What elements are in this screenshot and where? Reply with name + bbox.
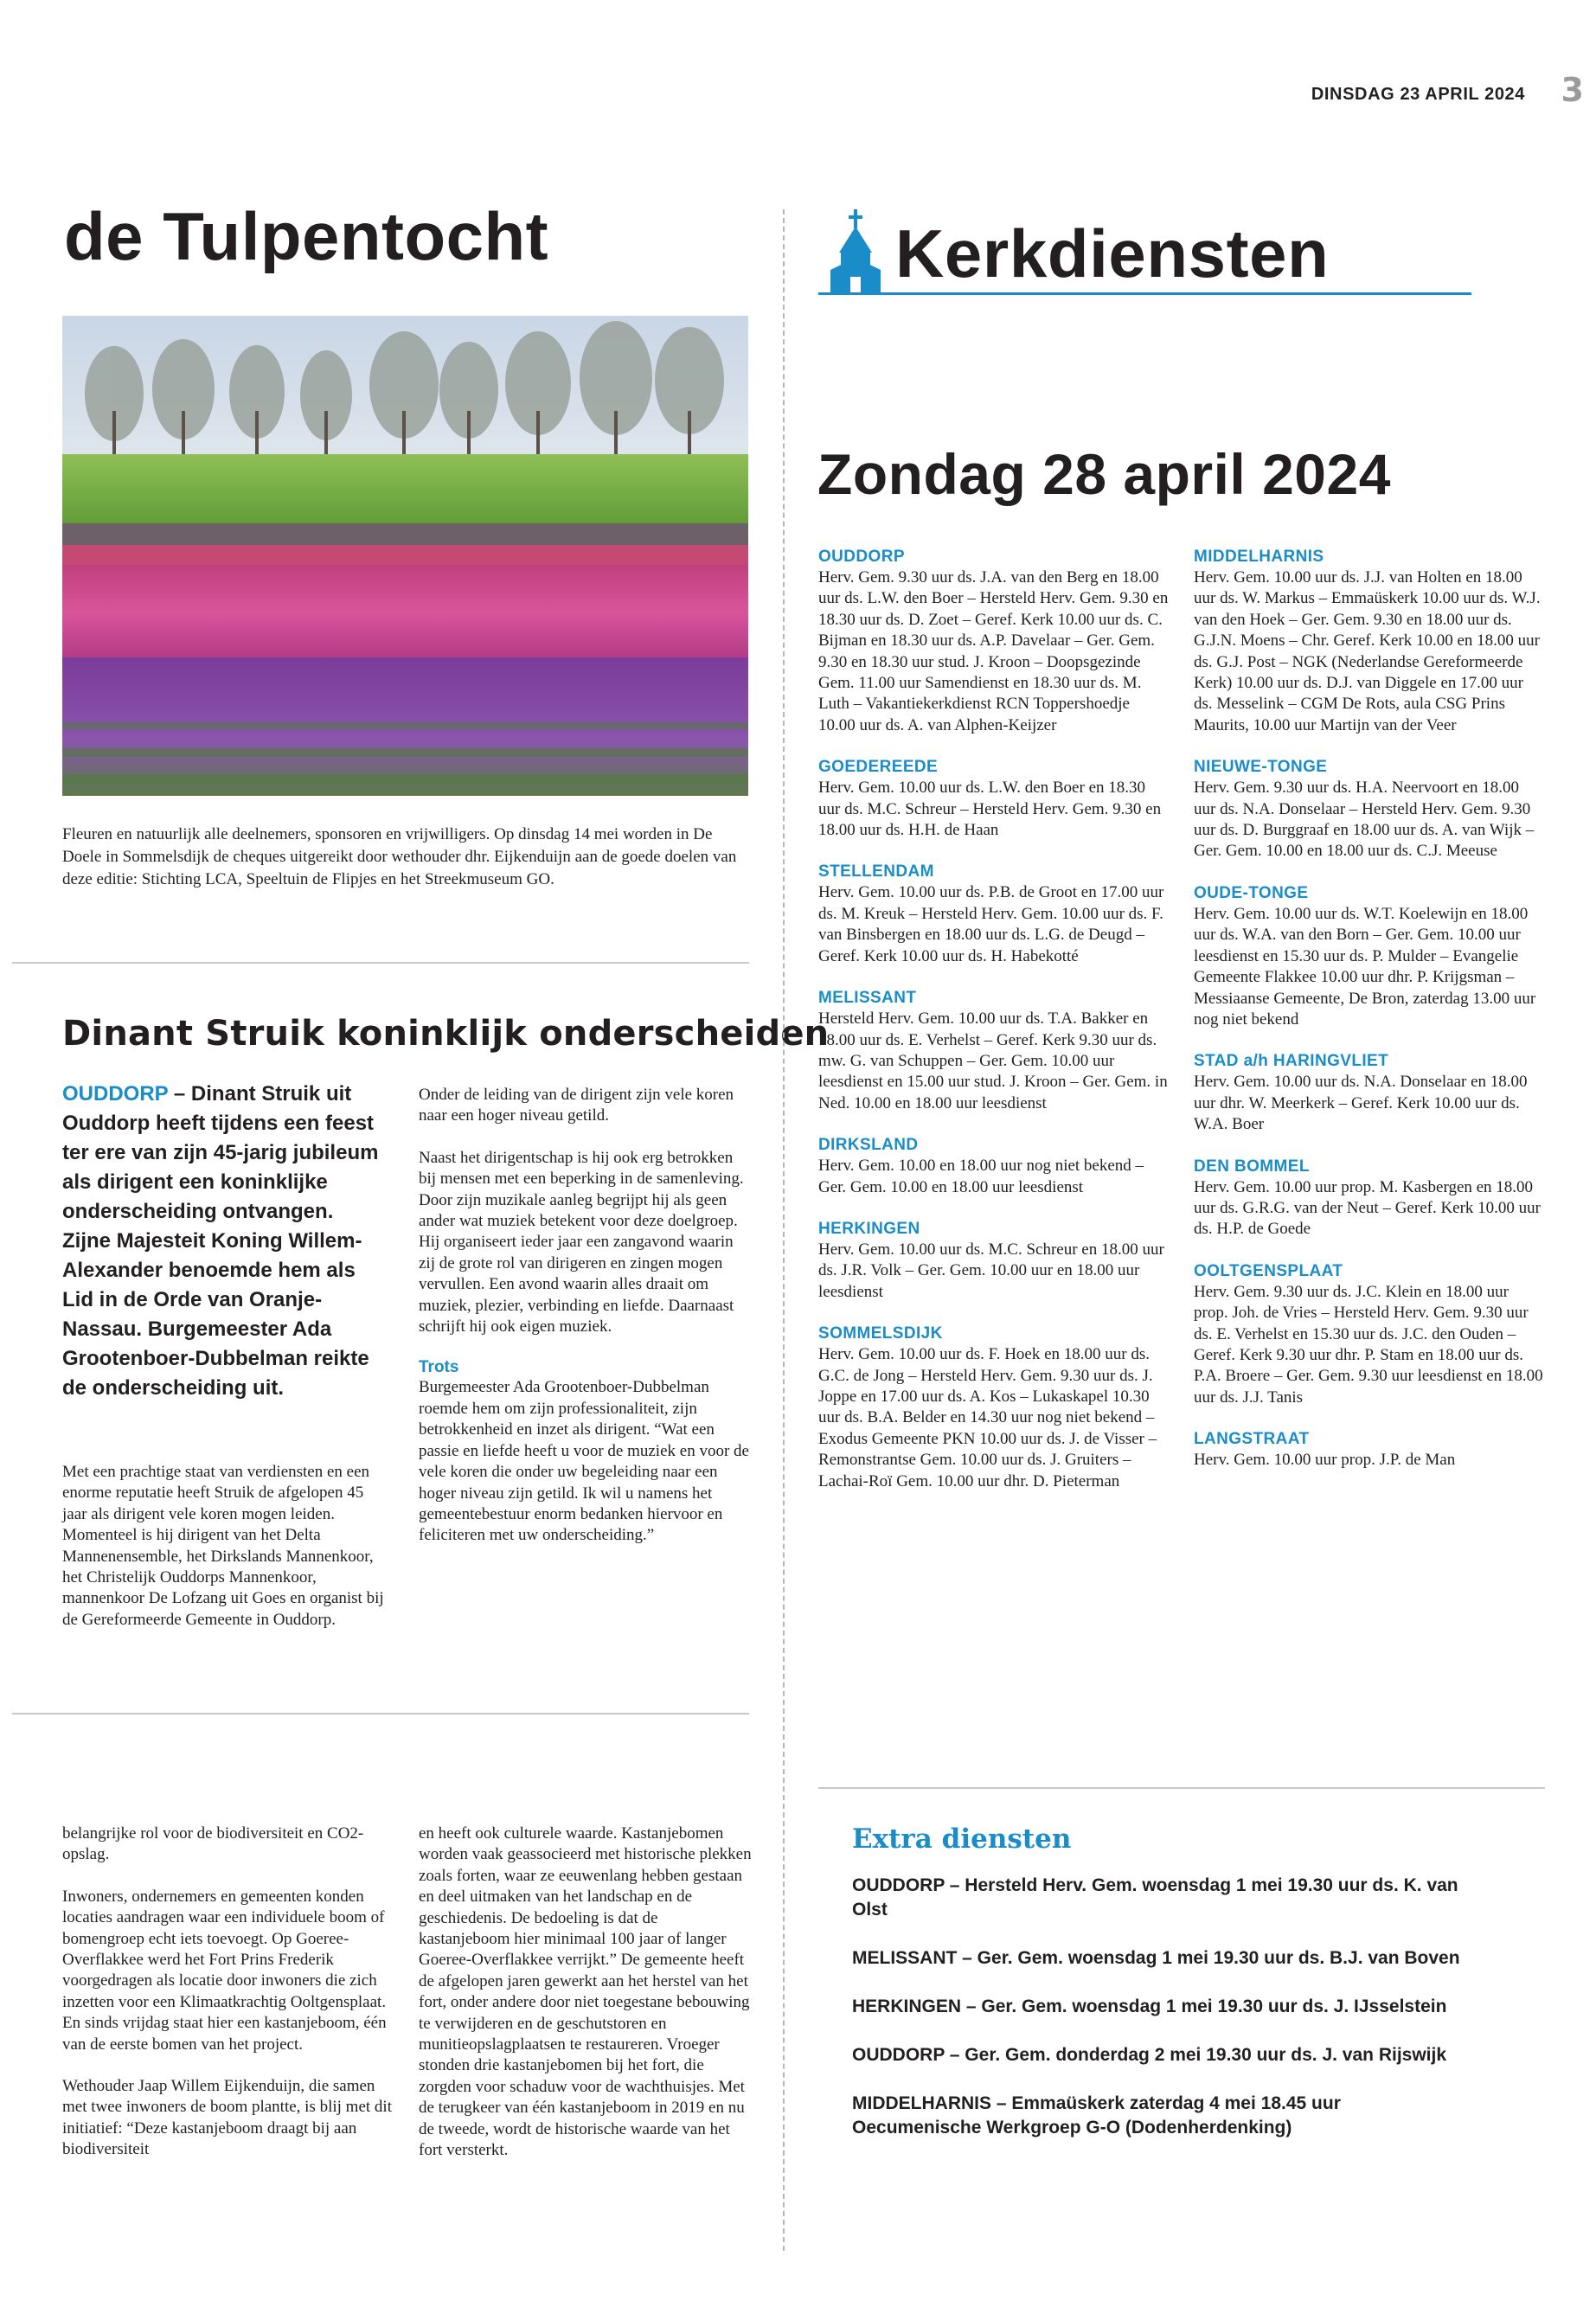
service-place: MELISSANT bbox=[818, 989, 917, 1008]
section-divider bbox=[12, 1713, 749, 1715]
service-place: STELLENDAM bbox=[818, 862, 934, 881]
article-title: Dinant Struik koninklijk onderscheiden bbox=[62, 1014, 830, 1054]
extra-service-item: MIDDELHARNIS – Emmaüskerk zaterdag 4 mei 18.45 uur Oecumenische Werkgroep G-O (Dodenherdenking) bbox=[852, 2093, 1341, 2138]
section-divider bbox=[818, 1787, 1545, 1789]
service-entry bbox=[818, 862, 1169, 967]
extra-services-list bbox=[852, 1874, 1475, 2164]
service-text: Herv. Gem. 10.00 uur prop. J.P. de Man bbox=[1194, 1451, 1456, 1470]
bio-article-col1 bbox=[62, 1823, 395, 2182]
service-place: DEN BOMMEL bbox=[1194, 1157, 1310, 1176]
church-icon bbox=[829, 209, 882, 298]
lead-place: OUDDORP bbox=[62, 1082, 169, 1106]
service-text: Herv. Gem. 9.30 uur ds. J.A. van den Berg en 18.00 uur ds. L.W. den Boer – Hersteld Herv. Gem. 9.30 en 18.30 uur ds. D. Zoet – Geref. Kerk 10.00 uur ds. C. Bijman en 18.30 uur ds. A.P. Davelaar – Ger. Gem. 9.30 en 18.30 uur stud. J. Kroon – Doopsgezinde Gem. 11.00 uur Samendienst en 18.30 uur ds. M. Luth – Vakantiekerkdienst RCN Toppershoedje 10.00 uur ds. A. van Alphen-Keijzer bbox=[818, 568, 1169, 734]
service-entry bbox=[818, 988, 1169, 1114]
paragraph: Onder de leiding van de dirigent zijn vele koren naar een hoger niveau getild. bbox=[419, 1086, 734, 1125]
column-divider bbox=[783, 209, 785, 2251]
service-text: Herv. Gem. 10.00 uur ds. W.T. Koelewijn en 18.00 uur ds. W.A. van den Born – Ger. Gem. 10.00 uur leesdienst en 15.30 uur ds. P. Mulder – Evangelie Gemeente Flakkee 10.00 uur dhr. P. Krijgsman – Messiaanse Gemeente, De Bron, zaterdag 13.00 uur nog niet bekend bbox=[1194, 904, 1536, 1029]
service-place: DIRKSLAND bbox=[818, 1136, 919, 1155]
service-text: Herv. Gem. 10.00 uur ds. F. Hoek en 18.00 uur ds. G.C. de Jong – Hersteld Herv. Gem. 9.30 uur ds. J. Joppe en 17.00 uur ds. A. Kos – Lukaskapel 10.30 uur ds. B.A. Belder en 14.30 uur nog niet bekend – Exodus Gemeente PKN 10.00 uur ds. J. de Visser – Remonstrantse Gem. 10.00 uur ds. J. Gruiters – Lachai-Roï Gem. 10.00 uur dhr. D. Pieterman bbox=[818, 1345, 1157, 1490]
service-text: Herv. Gem. 9.30 uur ds. H.A. Neervoort en 18.00 uur ds. N.A. Donselaar – Hersteld Herv. Gem. 9.30 uur ds. D. Burggraaf en 18.00 uur ds. A. van Wijk – Ger. Gem. 10.00 en 18.00 uur ds. C.J. Meeuse bbox=[1194, 779, 1535, 861]
service-entry bbox=[818, 1219, 1169, 1303]
service-place: OUDDORP bbox=[818, 548, 905, 566]
extra-service-item: MELISSANT – Ger. Gem. woensdag 1 mei 19.30 uur ds. B.J. van Boven bbox=[852, 1948, 1460, 1968]
service-entry bbox=[818, 757, 1169, 841]
service-place: SOMMELSDIJK bbox=[818, 1324, 943, 1343]
article-body-col2 bbox=[419, 1085, 749, 1567]
service-text: Herv. Gem. 10.00 uur ds. J.J. van Holten en 18.00 uur ds. W. Markus – Emmaüskerk 10.00 uur ds. W.J. van den Hoek – Ger. Gem. 9.30 en 18.00 uur ds. G.J.N. Moens – Chr. Geref. Kerk 10.00 en 18.00 uur ds. G.J. Post – NGK (Nederlandse Gereformeerde Kerk) 10.00 uur ds. D.J. van Diggele en 17.00 uur ds. Messelink – CGM De Rots, aula CSG Prins Maurits, 10.00 uur Martijn van der Veer bbox=[1194, 568, 1541, 734]
service-text: Herv. Gem. 10.00 uur ds. N.A. Donselaar en 18.00 uur dhr. W. Meerkerk – Geref. Kerk 10.00 uur ds. W.A. Boer bbox=[1194, 1073, 1528, 1134]
page-number: 3 bbox=[1561, 71, 1584, 109]
service-text: Herv. Gem. 10.00 uur ds. P.B. de Groot en 17.00 uur ds. M. Kreuk – Hersteld Herv. Gem. 10.00 uur ds. F. van Binsbergen en 18.00 uur ds. L.G. de Deugd – Geref. Kerk 10.00 uur ds. H. Habekotté bbox=[818, 883, 1164, 965]
service-place: NIEUWE-TONGE bbox=[1194, 758, 1328, 777]
subheading: Trots bbox=[419, 1358, 459, 1377]
service-place: OOLTGENSPLAAT bbox=[1194, 1261, 1343, 1280]
paragraph: Naast het dirigentschap is hij ook erg betrokken bij mensen met een beperking in de samenleving. Door zijn muzikale aanleg begrijpt hij als geen ander wat muziek betekent voor deze doelgroep. Hij organiseert ieder jaar een zangavond waarin zij de grote rol van dirigeren en zingen mogen vervullen. Een avond waarin alles draait om muziek, plezier, verbinding en liefde. Daarnaast schrijft hij ook eigen muziek. bbox=[419, 1148, 744, 1336]
service-text: Herv. Gem. 9.30 uur ds. J.C. Klein en 18.00 uur prop. Joh. de Vries – Hersteld Herv. Gem. 9.30 uur ds. E. Verhelst en 15.30 uur ds. J.C. den Ouden – Geref. Kerk 9.30 uur dhr. P. Stam en 18.00 uur ds. P.A. Broere – Ger. Gem. 9.30 uur leesdienst en 18.00 uur ds. J.J. Tanis bbox=[1194, 1282, 1543, 1407]
services-column-1 bbox=[818, 547, 1169, 1513]
service-place: LANGSTRAAT bbox=[1194, 1430, 1310, 1449]
extra-service-item: HERKINGEN – Ger. Gem. woensdag 1 mei 19.30 uur ds. J. IJsselstein bbox=[852, 1997, 1447, 2016]
lead-text: – Dinant Struik uit Ouddorp heeft tijdens een feest ter ere van zijn 45-jarig jubileum als dirigent een koninklijke onderscheiding ontvangen. Zijne Majesteit Koning Willem-Alexander benoemde hem als Lid in de Orde van Oranje-Nassau. Burgemeester Ada Grootenboer-Dubbelman reikte de onderscheiding uit. bbox=[62, 1082, 379, 1400]
paragraph: belangrijke rol voor de biodiversiteit en CO2-opslag. bbox=[62, 1824, 364, 1864]
paragraph: Burgemeester Ada Grootenboer-Dubbelman roemde hem om zijn professionaliteit, zijn betrokkenheid en inzet als dirigent. “Wat een passie en liefde heeft u voor de muziek en voor de vele koren die onder uw begeleiding naar een hoger niveau zijn getild. Ik wil u namens het gemeentebestuur enorm bedanken hiervoor en feliciteren met uw onderscheiding.” bbox=[419, 1378, 749, 1545]
service-text: Herv. Gem. 10.00 en 18.00 uur nog niet bekend – Ger. Gem. 10.00 en 18.00 uur leesdienst bbox=[818, 1157, 1144, 1196]
section-divider bbox=[12, 962, 749, 964]
service-entry bbox=[1194, 883, 1544, 1030]
title-underline bbox=[818, 292, 1471, 295]
extra-service-item: OUDDORP – Hersteld Herv. Gem. woensdag 1 mei 19.30 uur ds. K. van Olst bbox=[852, 1875, 1458, 1920]
service-text: Herv. Gem. 10.00 uur ds. L.W. den Boer en 18.30 uur ds. M.C. Schreur – Hersteld Herv. Gem. 9.30 en 18.00 uur ds. H.H. de Haan bbox=[818, 779, 1162, 840]
issue-date: DINSDAG 23 APRIL 2024 bbox=[1311, 85, 1525, 104]
paragraph: Wethouder Jaap Willem Eijkenduijn, die samen met twee inwoners de boom plantte, is blij met dit initiatief: “Deze kastanjeboom draagt bij aan biodiversiteit bbox=[62, 2077, 392, 2159]
kerkdiensten-title: Kerkdiensten bbox=[895, 215, 1330, 292]
service-entry bbox=[1194, 1261, 1544, 1408]
service-place: HERKINGEN bbox=[818, 1219, 920, 1238]
service-place: MIDDELHARNIS bbox=[1194, 548, 1324, 566]
tulpentocht-title: de Tulpentocht bbox=[64, 198, 549, 274]
extra-service-item: OUDDORP – Ger. Gem. donderdag 2 mei 19.30 uur ds. J. van Rijswijk bbox=[852, 2045, 1447, 2065]
service-entry bbox=[1194, 1051, 1544, 1135]
service-date-heading: Zondag 28 april 2024 bbox=[817, 442, 1391, 506]
bio-article-col2: en heeft ook culturele waarde. Kastanjebomen worden vaak geassocieerd met historische plekken zoals forten, waar ze eeuwenlang hebben gestaan en deel uitmaken van het landschap en de geschiedenis. De bedoeling is dat de kastanjeboom hier minimaal 100 jaar of langer Goeree-Overflakkee verrijkt.” De gemeente heeft de afgelopen jaren gewerkt aan het herstel van het fort, onder andere door niet toegestane bebouwing te verwijderen en de geschutstoren en munitieopslagplaatsen te restaureren. Vroeger stonden drie kastanjebomen bij het fort, die zorgden voor schaduw voor de wachthuisjes. Met de terugkeer van één kastanjeboom in 2019 en nu de tweede, wordt de historische waarde van het fort versterkt. bbox=[419, 1824, 752, 2160]
service-text: Herv. Gem. 10.00 uur prop. M. Kasbergen en 18.00 uur ds. G.R.G. van der Neut – Geref. Kerk 10.00 uur ds. H.P. de Goede bbox=[1194, 1177, 1542, 1239]
tulip-field-photo bbox=[62, 316, 748, 796]
services-column-2 bbox=[1194, 547, 1544, 1492]
paragraph: Inwoners, ondernemers en gemeenten konden locaties aandragen waar een individuele boom of bomengroep echt iets toevoegt. Op Goeree-Overflakkee werd het Fort Prins Frederik voorgedragen als locatie door inwoners die zich inzetten voor een Klimaatkrachtig Ooltgensplaat. En sinds vrijdag staat hier een kastanjeboom, één van de eerste bomen van het project. bbox=[62, 1887, 387, 2054]
article-body-col1: Met een prachtige staat van verdiensten en een enorme reputatie heeft Struik de afgelopen 45 jaar als dirigent vele koren mogen leiden. Momenteel is hij dirigent van het Delta Mannenensemble, het Dirkslands Mannenkoor, het Christelijk Ouddorps Mannenkoor, mannenkoor De Lofzang uit Goes en organist bij de Gereformeerde Gemeente in Ouddorp. bbox=[62, 1463, 384, 1629]
service-place: STAD a/h HARINGVLIET bbox=[1194, 1052, 1389, 1071]
service-text: Hersteld Herv. Gem. 10.00 uur ds. T.A. Bakker en 18.00 uur ds. E. Verhelst – Geref. Kerk 9.30 uur ds. mw. G. van Schuppen – Ger. Gem. 10.00 uur leesdienst en 15.00 uur stud. J. Kroon – Ger. Gem. in Ned. 10.00 en 18.00 uur leesdienst bbox=[818, 1009, 1168, 1112]
service-entry bbox=[1194, 1429, 1544, 1471]
service-text: Herv. Gem. 10.00 uur ds. M.C. Schreur en 18.00 uur ds. J.R. Volk – Ger. Gem. 10.00 uur en 18.00 uur leesdienst bbox=[818, 1240, 1164, 1301]
extra-services-title: Extra diensten bbox=[852, 1823, 1072, 1855]
service-entry bbox=[1194, 757, 1544, 862]
service-entry bbox=[1194, 1157, 1544, 1240]
service-entry bbox=[818, 1135, 1169, 1198]
service-entry bbox=[1194, 547, 1544, 736]
photo-caption: Fleuren en natuurlijk alle deelnemers, sponsoren en vrijwilligers. Op dinsdag 14 mei worden in De Doele in Sommelsdijk de cheques uitgereikt door wethouder dhr. Eijkenduijn aan de goede doelen van deze editie: Stichting LCA, Speeltuin de Flipjes en het Streekmuseum GO. bbox=[62, 825, 737, 888]
article-lead bbox=[62, 1080, 387, 1403]
service-entry bbox=[818, 1324, 1169, 1492]
service-place: OUDE-TONGE bbox=[1194, 883, 1309, 902]
service-place: GOEDEREEDE bbox=[818, 758, 939, 777]
service-entry bbox=[818, 547, 1169, 736]
